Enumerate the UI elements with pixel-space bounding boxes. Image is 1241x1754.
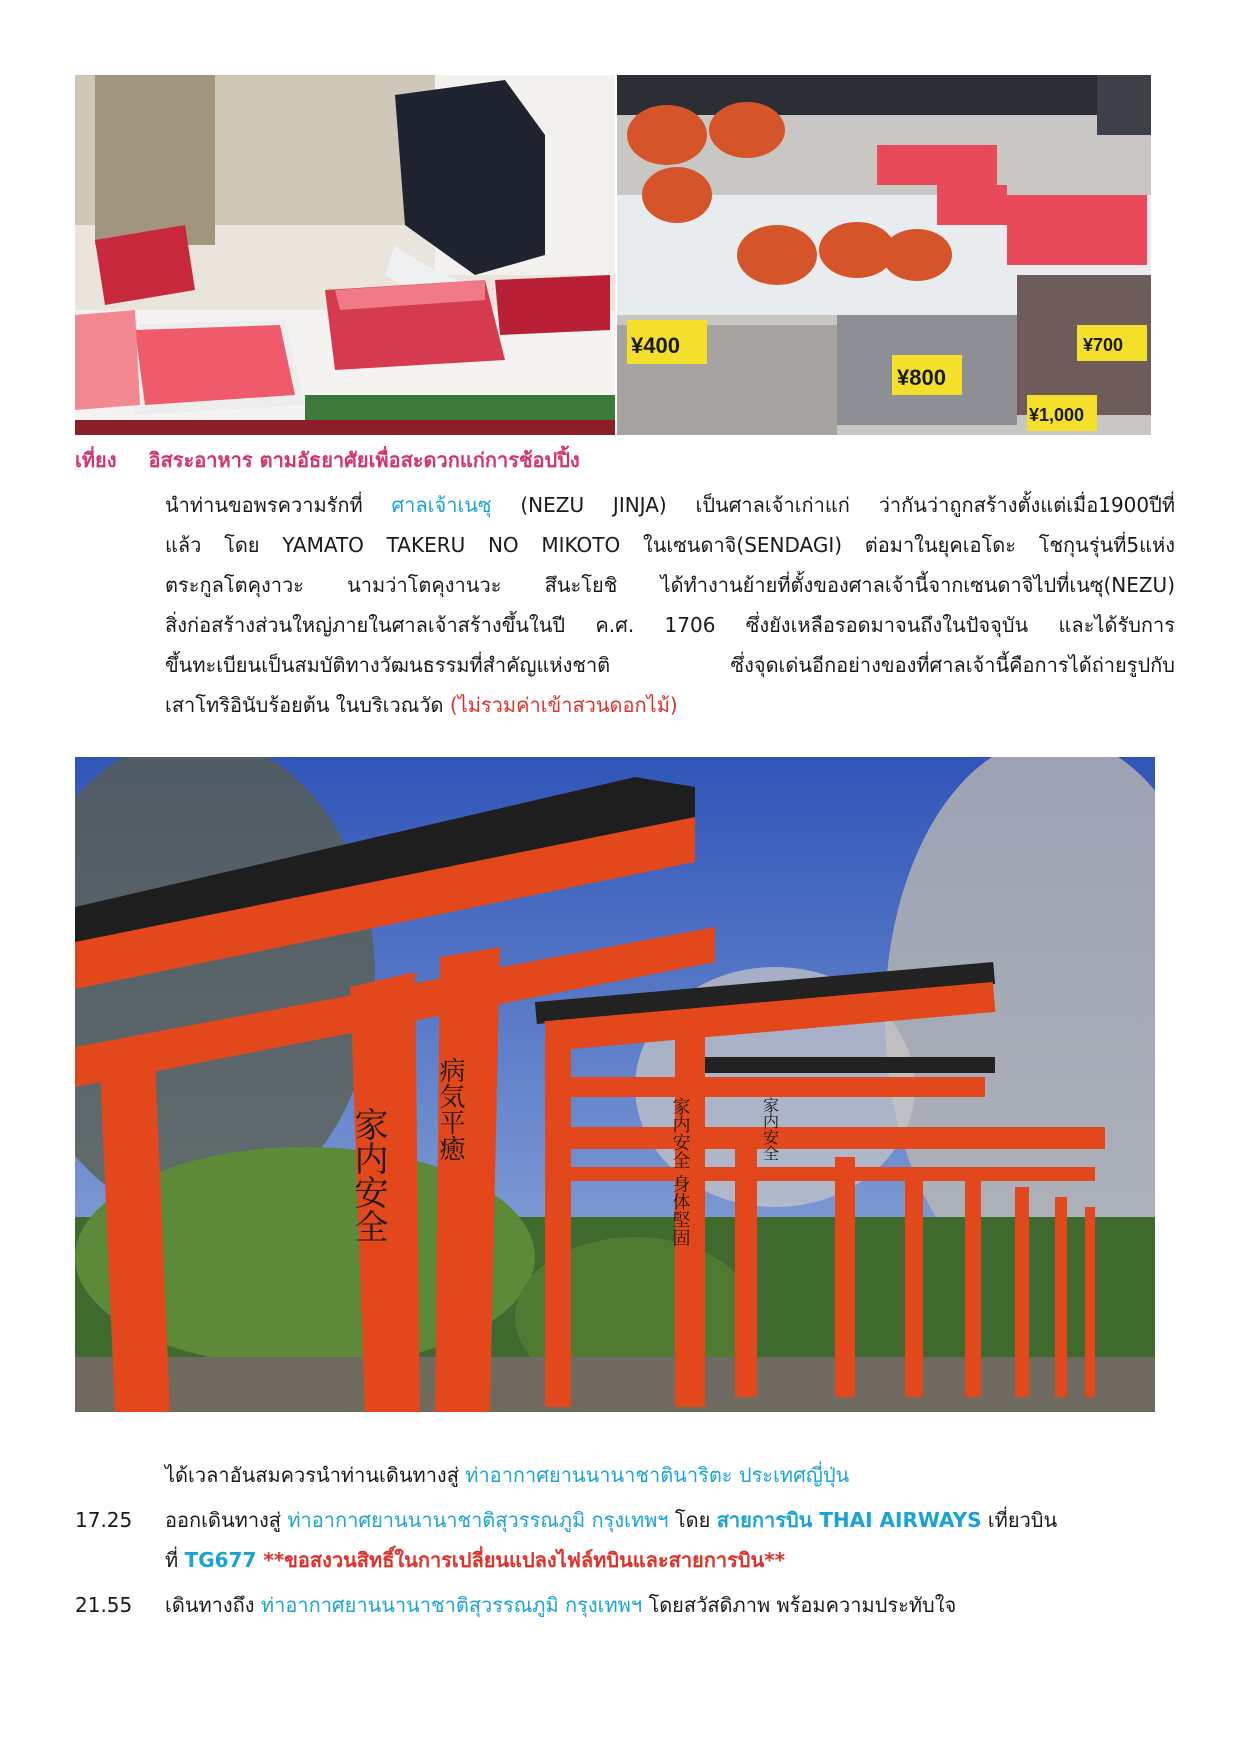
tuna-cutting-photo <box>75 75 615 435</box>
departure-time: 17.25 <box>75 1508 133 1532</box>
airline-name: สายการบิน THAI AIRWAYS <box>716 1508 982 1532</box>
torii-inscription: 家内安全 <box>348 1107 388 1243</box>
nezu-paragraph-line-6: เสาโทริอินับร้อยต้น ในบริเวณวัด (ไม่รวมค่าเข้าสวนดอกไม้) <box>165 693 678 717</box>
narita-line: ได้เวลาอันสมควรนำท่านเดินทางสู่ ท่าอากาศยานนานาชาตินาริตะ ประเทศญี่ปุ่น <box>165 1463 850 1487</box>
narita-airport: ท่าอากาศยานนานาชาตินาริตะ ประเทศญี่ปุ่น <box>465 1463 850 1487</box>
arrival-time: 21.55 <box>75 1593 133 1617</box>
lunch-label: เที่ยง <box>75 448 117 472</box>
nezu-paragraph-line-4: สิ่งก่อสร้างส่วนใหญ่ภายในศาลเจ้าสร้างขึ้นในปี ค.ศ. 1706 ซึ่งยังเหลือรอดมาจนถึงในปัจจุบัน และได้รับการ <box>165 613 1175 637</box>
lunch-text: อิสระอาหาร ตามอัธยาศัยเพื่อสะดวกแก่การช้อปปิ้ง <box>148 448 580 472</box>
stall-price-sign: ¥1,000 <box>1029 405 1085 425</box>
flight-number: TG677 <box>184 1548 257 1572</box>
stall-price-sign: ¥800 <box>897 365 946 390</box>
seafood-stall-photo <box>617 75 1151 435</box>
stall-price-sign: ¥700 <box>1083 335 1124 355</box>
nezu-shrine-name: ศาลเจ้าเนซุ <box>391 493 492 517</box>
nezu-paragraph-line-3: ตระกูลโตคุงาวะ นามว่าโตคุงานวะ สึนะโยชิ ได้ทำงานย้ายที่ตั้งของศาลเจ้านี้จากเซนดาจิไปที่เนซุ(NEZU) <box>165 573 1175 597</box>
torii-inscription: 病気平癒 <box>435 1057 465 1161</box>
arrival-airport: ท่าอากาศยานนานาชาติสุวรรณภูมิ กรุงเทพฯ <box>260 1593 643 1617</box>
flight-line-2: ที่ TG677 **ขอสงวนสิทธิ์ในการเปลี่ยนแปลงไฟล์ทบินและสายการบิน** <box>165 1548 786 1572</box>
nezu-paragraph-line-2: แล้ว โดย YAMATO TAKERU NO MIKOTO ในเซนดาจิ(SENDAGI) ต่อมาในยุคเอโดะ โชกุนรุ่นที่5แห่ง <box>165 533 1175 557</box>
flower-garden-note: (ไม่รวมค่าเข้าสวนดอกไม้) <box>449 693 678 717</box>
suvarnabhumi-airport: ท่าอากาศยานนานาชาติสุวรรณภูมิ กรุงเทพฯ <box>287 1508 669 1532</box>
arrival-line: เดินทางถึง ท่าอากาศยานนานาชาติสุวรรณภูมิ กรุงเทพฯ โดยสวัสดิภาพ พร้อมความประทับใจ <box>165 1593 957 1617</box>
flight-line-1: ออกเดินทางสู่ ท่าอากาศยานนานาชาติสุวรรณภูมิ กรุงเทพฯ โดย สายการบิน THAI AIRWAYS เที่ยวบิน <box>165 1508 1058 1532</box>
lunch-line <box>75 440 1075 480</box>
torii-inscription: 家内安全 <box>760 1097 780 1161</box>
torii-inscription: 家内安全 身体堅固 <box>669 1097 691 1247</box>
stall-price-sign: ¥400 <box>631 333 680 358</box>
torii-gates-photo <box>75 757 1155 1412</box>
nezu-paragraph-line-5: ขึ้นทะเบียนเป็นสมบัติทางวัฒนธรรมที่สำคัญแห่งชาติ ซึ่งจุดเด่นอีกอย่างของที่ศาลเจ้านี้คือการได้ถ่ายรูปกับ <box>165 653 1175 677</box>
nezu-paragraph-line-1: นำท่านขอพรความรักที่ ศาลเจ้าเนซุ (NEZU JINJA) เป็นศาลเจ้าเก่าแก่ ว่ากันว่าถูกสร้างตั้งแต่เมื่อ1900ปีที่ <box>165 493 1175 517</box>
flight-change-notice: **ขอสงวนสิทธิ์ในการเปลี่ยนแปลงไฟล์ทบินและสายการบิน** <box>256 1548 786 1572</box>
